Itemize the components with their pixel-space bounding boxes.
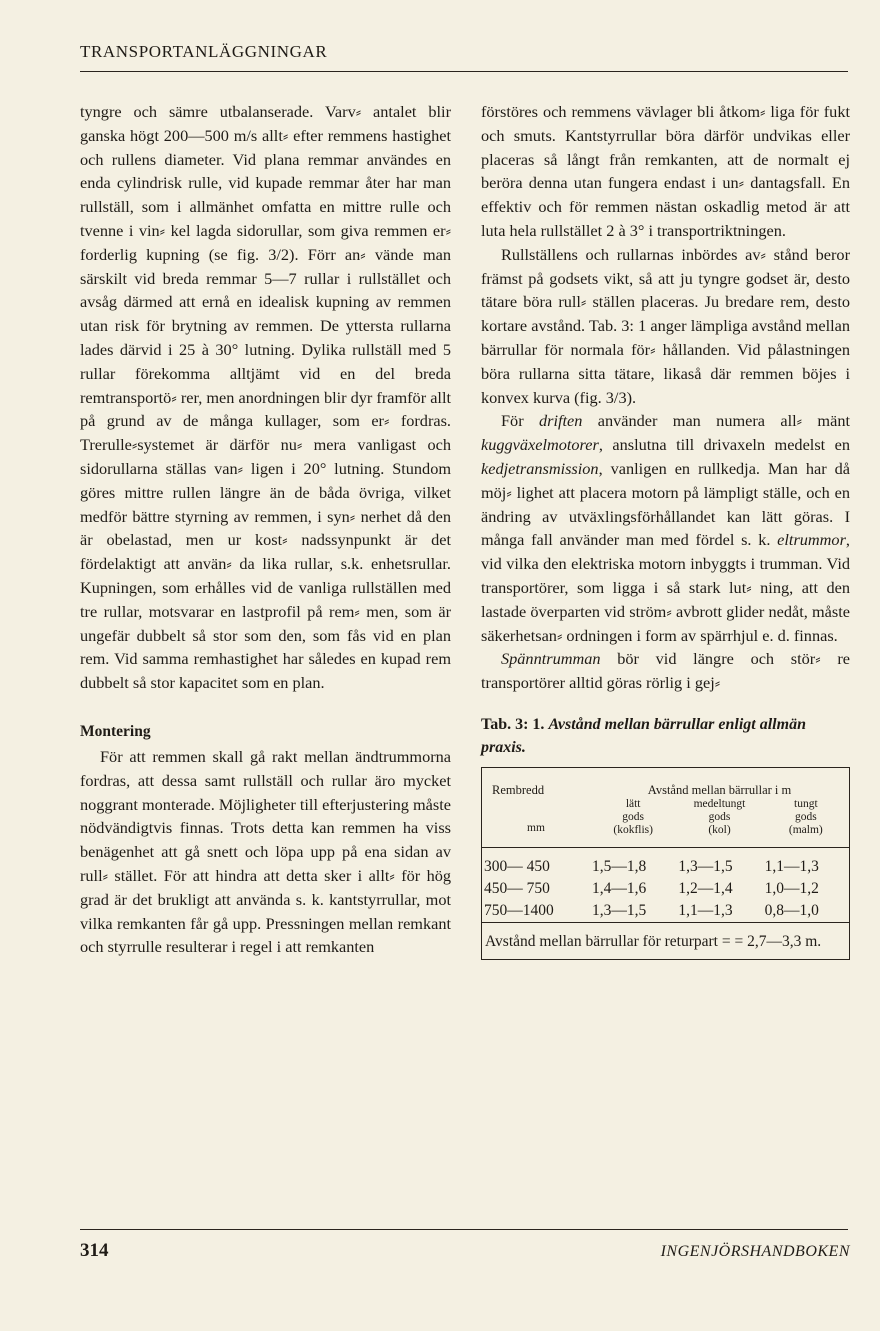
text-run: , vid vilka den elektriska motorn inbyggts i trumman. Vid transportörer, som ligga i så stark lut⸗ ning, att den lastade överparten vid ström⸗ avbrott glider nedåt, måste säkerhetsan⸗ ordningen i form av spärrhjul e. d. finnas. xyxy=(481,530,850,645)
table-cell: 1,1—1,3 xyxy=(678,901,733,919)
table-cell: 0,8—1,0 xyxy=(764,901,819,919)
body-paragraph: Rullställens och rullarnas inbördes av⸗ stånd beror främst på godsets vikt, så att ju tyngre godset är, desto tätare böra rull⸗ ställen placeras. Ju bredare rem, desto kortare avstånd. Tab. 3: 1 anger lämpliga avstånd mellan bärrullar för normala för⸗ hållanden. Vid pålastningen böra rullarna sitta tätare, likaså där remmen böjes i konvex kurva (fig. 3/3). xyxy=(481,244,850,407)
table-cell: 1,5—1,8 xyxy=(592,857,647,875)
subheader-line: gods xyxy=(794,810,817,823)
emphasis: Spänntrumman xyxy=(501,649,601,669)
subheader-line: (malm) xyxy=(788,823,823,836)
text-run: använder man numera all⸗ mänt xyxy=(582,411,850,431)
table-header-avstand: Avstånd mellan bärrullar i m xyxy=(647,782,792,797)
subheader-line: gods xyxy=(622,810,645,823)
table-header-rembredd: Rembredd xyxy=(492,782,545,797)
text-run: , anslutna till drivaxeln medelst en xyxy=(598,435,850,455)
section-heading: Montering xyxy=(80,722,151,740)
table-cell: 1,4—1,6 xyxy=(592,879,647,897)
text-run: , vanligen en rullkedja. Man har då möj⸗ lighet att placera motorn på lämpligt ställe, och en ändring av utväxlingsförhållandet kan lätt göras. I många fall använder man med fördel s. k. xyxy=(481,458,850,550)
subheader-line: lätt xyxy=(625,797,641,810)
subheader-line: tungt xyxy=(794,797,818,810)
table xyxy=(482,768,849,923)
table-subheader xyxy=(763,798,849,848)
body-paragraph: förstöres och remmens vävlager bli åtkom⸗ liga för fukt och smuts. Kantstyrrullar böra därför undvikas eller placeras så långt från remkanten, att de normalt ej beröra denna utan fungera endast i un⸗ dantagsfall. En effektiv och för remmen nästan oskadlig metod är att luta hela rullstället 2 à 3° i transportriktningen. xyxy=(481,102,850,240)
subheader-line: (kokflis) xyxy=(613,823,653,836)
table-title: Avstånd mellan bärrullar enligt allmän praxis. xyxy=(481,715,806,756)
running-head: TRANSPORTANLÄGGNINGAR xyxy=(80,42,328,61)
body-paragraph xyxy=(481,409,850,647)
table-row xyxy=(482,848,849,878)
table-row xyxy=(482,900,849,923)
table-caption xyxy=(481,713,850,759)
table-cell: 1,1—1,3 xyxy=(764,857,819,875)
header-rule xyxy=(80,71,848,72)
emphasis: kuggväxelmotorer xyxy=(481,435,599,455)
body-paragraph xyxy=(481,647,850,695)
subheader-line: (kol) xyxy=(708,823,731,836)
footer-rule xyxy=(80,1229,848,1230)
emphasis: kedjetransmission xyxy=(481,458,599,478)
table-cell: 1,2—1,4 xyxy=(678,879,733,897)
table-cell: 1,3—1,5 xyxy=(678,857,733,875)
subheader-line: medeltungt xyxy=(693,797,746,810)
emphasis: eltrummor xyxy=(777,530,846,550)
table-header-unit: mm xyxy=(527,821,545,834)
table-cell: 300— 450 xyxy=(484,857,550,875)
table-cell: 750—1400 xyxy=(484,901,554,919)
subheader-line: gods xyxy=(708,810,731,823)
table-cell: 450— 750 xyxy=(484,879,550,897)
body-paragraph: tyngre och sämre utbalanserade. Varv⸗ antalet blir ganska högt 200—500 m/s allt⸗ efter remmens hastighet och rullens diameter. Vid plana remmar användes en enda cylindrisk rulle, vid kupade remmar åter har man rullställ, som i allmänhet omfatta en mittre rulle och tvenne i vin⸗ kel lagda sidorullar, som giva remmen er⸗ forderlig kupning (se fig. 3/2). Förr an⸗ vände man särskilt vid breda remmar 5—7 rullar i rullstället och avsåg därmed att ernå en idealisk kupning av remmen utan risk för brytning av remmen. De yttersta rullarna lades därvid i 25 à 30° lutning. Dylika rullställ med 5 rullar förekomma alltjämt vid en del breda remtransportö⸗ rer, men anordningen blir dyr framför allt på grund av de många kullager, som er⸗ fordras. Trerulle⸗systemet är därför nu⸗ mera vanligast och sidorullarna ställas van⸗ ligen i 20° lutning. Stundom göres mittre rullen längre än de båda övriga, vilket medför bättre styrning av remmen, i syn⸗ nerhet då den är obelastad, men ur kost⸗ nadssynpunkt är det fördelaktigt att använ⸗ da lika rullar, s.k. enhetsrullar. Kupningen, som erhålles vid de vanliga rullställen med tre rullar, motsvarar en lastprofil på rem⸗ men, som är ungefär dubbelt så stor som den, som fås vid en plan rem. Vid samma remhastighet har således en kupad rem dubbelt så stor kapacitet som en plan. xyxy=(80,102,451,693)
spacing-table xyxy=(481,767,850,960)
table-subheader xyxy=(590,798,676,848)
body-paragraph: För att remmen skall gå rakt mellan ändtrummorna fordras, att dessa samt rullställ och rullar äro mycket noggrant monterade. Möjligheter till efterjustering måste nödvändigtvis finnas. Trots detta kan remmen ha viss benägenhet att gå snett och löpa upp på ena sidan av rull⸗ stället. För att hindra att detta sker i allt⸗ för hög grad är det brukligt att använda s. k. kantstyrrullar, mot vilka remkanten får gå upp. Pressningen mellan remkant och styrrulle resulterar i regel i att remkanten xyxy=(80,746,451,957)
right-column xyxy=(481,100,850,960)
table-number: Tab. 3: 1. xyxy=(481,715,545,733)
text-run: För xyxy=(501,411,539,431)
table-subheader xyxy=(676,798,762,848)
book-title: INGENJÖRSHANDBOKEN xyxy=(660,1243,850,1260)
page-number: 314 xyxy=(80,1240,109,1261)
table-cell: 1,0—1,2 xyxy=(764,879,819,897)
emphasis: driften xyxy=(538,411,583,431)
table-row xyxy=(482,878,849,900)
table-footnote: Avstånd mellan bärrullar för returpart = = 2,7—3,3 m. xyxy=(485,932,822,950)
left-column xyxy=(80,100,451,959)
table-cell: 1,3—1,5 xyxy=(592,901,647,919)
text-run: bör vid längre och stör⸗ re transportörer alltid göras rörlig i gej⸗ xyxy=(481,649,850,693)
